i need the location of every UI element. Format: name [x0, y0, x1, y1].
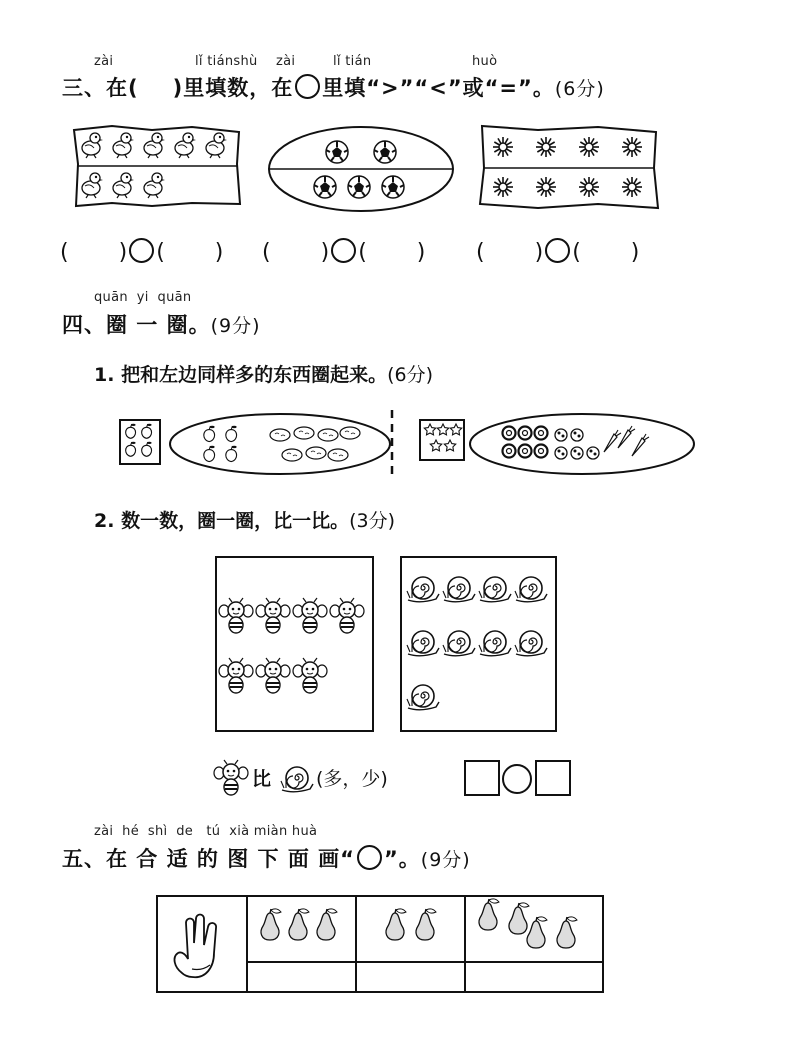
hand-three-fingers-icon	[158, 897, 246, 987]
bee-icon	[293, 598, 327, 633]
bee-icon	[219, 598, 253, 633]
section4-heading	[62, 309, 261, 339]
potato-icon	[328, 449, 348, 461]
bee-icon	[256, 598, 290, 633]
pear-icon	[386, 909, 406, 940]
section5-title-a: 五、在 合 适 的 图 下 面 画“	[62, 847, 355, 871]
blank-row-3	[476, 238, 639, 265]
ring-flower-icon	[535, 427, 548, 440]
compare-circle-icon	[295, 74, 320, 99]
blank-open: (	[60, 240, 69, 265]
hand-icon	[175, 915, 217, 978]
soccer-ball-icon	[382, 176, 404, 198]
blank-close: )	[320, 240, 330, 265]
mushroom-icon	[571, 447, 583, 459]
bee-icon	[219, 658, 253, 693]
bee-icon	[214, 760, 248, 795]
pinyin-section5: zài hé shì de tú xià miàn huà	[94, 824, 318, 839]
compare-options: (多，少)	[316, 768, 388, 790]
section3-heading	[62, 72, 605, 102]
potato-icon	[318, 429, 338, 441]
ring-flower-icon	[503, 445, 516, 458]
snail-icon	[479, 631, 511, 656]
pear-icon	[261, 909, 281, 940]
answer-circle-compare[interactable]	[502, 764, 532, 794]
pear-icon	[317, 909, 337, 940]
snail-icon	[515, 577, 547, 602]
snail-icon	[407, 577, 439, 602]
snail-icon	[407, 631, 439, 656]
pears-table	[156, 895, 604, 993]
divider-dashed	[388, 408, 396, 480]
bees-group	[217, 558, 372, 730]
answer-circle-3[interactable]	[545, 238, 570, 263]
bee-icon	[293, 658, 327, 693]
mushroom-icon	[555, 429, 567, 441]
circle-icon	[357, 845, 382, 870]
answer-circle-2[interactable]	[331, 238, 356, 263]
answer-box-right[interactable]	[535, 760, 571, 796]
snail-icon	[515, 631, 547, 656]
question-2-number: 2.	[94, 510, 115, 532]
soccer-ball-icon	[348, 176, 370, 198]
question-2	[94, 506, 395, 533]
blank-open: (	[476, 240, 485, 265]
mushroom-icon	[555, 447, 567, 459]
soccer-ball-icon	[326, 141, 348, 163]
question-2-score: (3分)	[349, 510, 396, 532]
ring-flower-icon	[535, 445, 548, 458]
potato-icon	[340, 427, 360, 439]
pears-a-group	[248, 897, 355, 957]
pinyin-litianshu: lǐ tiánshù	[195, 54, 258, 69]
pear-icon	[557, 917, 577, 948]
pinyin-zai-2: zài	[276, 54, 296, 69]
balls-bottom-group	[314, 176, 404, 198]
blank-close: )	[214, 240, 224, 265]
section3-title-b: )里填数，在	[172, 76, 294, 100]
section5-score: (9分)	[420, 849, 471, 871]
snail-icon	[407, 685, 439, 710]
flowers-panel	[478, 124, 660, 212]
pears-cell-a	[247, 896, 356, 962]
compare-bi: 比	[252, 768, 272, 790]
blank-open: (	[358, 240, 367, 265]
answer-cell-c[interactable]	[465, 962, 603, 992]
pinyin-quanyiquan: quān yi quān	[94, 290, 192, 305]
bee-icon	[256, 658, 290, 693]
pear-icon	[509, 903, 529, 934]
pear-icon	[479, 899, 499, 930]
blank-close: )	[630, 240, 640, 265]
pinyin-zai: zài	[94, 54, 114, 69]
pears-cell-b	[356, 896, 465, 962]
soccer-ball-icon	[314, 176, 336, 198]
pear-icon	[416, 909, 436, 940]
bee-icon	[330, 598, 364, 633]
answer-circle-1[interactable]	[129, 238, 154, 263]
snail-icon	[479, 577, 511, 602]
blank-row-2	[262, 238, 425, 265]
section4-score: (9分)	[210, 315, 261, 337]
section4-title: 四、圈 一 圈。	[62, 313, 211, 337]
answer-box-left[interactable]	[464, 760, 500, 796]
bees-box[interactable]	[215, 556, 374, 732]
mushroom-icon	[587, 447, 599, 459]
potato-icon	[306, 447, 326, 459]
section3-score: (6分)	[554, 78, 605, 100]
potato-icon	[282, 449, 302, 461]
ducks-panel	[72, 124, 242, 208]
snail-icon	[443, 577, 475, 602]
blank-close: )	[118, 240, 128, 265]
pears-b-group	[357, 897, 464, 957]
soccer-ball-icon	[374, 141, 396, 163]
snails-group	[402, 558, 555, 730]
potato-icon	[270, 429, 290, 441]
question-1-text: 把和左边同样多的东西圈起来。	[121, 364, 388, 386]
potato-icon	[294, 427, 314, 439]
mushroom-icon	[571, 429, 583, 441]
snail-icon	[281, 767, 313, 792]
q1-right-group	[418, 412, 678, 478]
snail-icon	[280, 760, 316, 794]
pear-icon	[527, 917, 547, 948]
question-1-score: (6分)	[387, 364, 434, 386]
answer-cell-a[interactable]	[247, 962, 356, 992]
ring-flower-icon	[519, 445, 532, 458]
blank-row-1	[60, 238, 223, 265]
ring-flower-icon	[503, 427, 516, 440]
section3-title-a: 三、在(	[62, 76, 139, 100]
snail-icon	[443, 631, 475, 656]
blank-open: (	[572, 240, 581, 265]
pinyin-litian: lǐ tián	[333, 54, 372, 69]
pear-icon	[289, 909, 309, 940]
pinyin-huo: huò	[472, 54, 498, 69]
question-1	[94, 360, 433, 387]
section5-title-b: ”。	[383, 847, 421, 871]
ring-flower-icon	[519, 427, 532, 440]
section3-title-c: 里填“>”“<”或“=”。	[322, 76, 555, 100]
question-2-text: 数一数，圈一圈，比一比。	[121, 510, 350, 532]
answer-cell-b[interactable]	[356, 962, 465, 992]
blank-close: )	[534, 240, 544, 265]
snails-box[interactable]	[400, 556, 557, 732]
section5-heading	[62, 843, 471, 873]
q1-left-group	[118, 412, 378, 478]
bee-icon	[214, 760, 250, 794]
blank-open: (	[156, 240, 165, 265]
balls-panel	[268, 126, 454, 212]
hand-cell	[157, 896, 247, 992]
blank-open: (	[262, 240, 271, 265]
blank-close: )	[416, 240, 426, 265]
pears-cell-c	[465, 896, 603, 962]
pears-c-group	[466, 897, 602, 957]
ducks-bottom-group	[82, 173, 165, 198]
question-1-number: 1.	[94, 364, 115, 386]
